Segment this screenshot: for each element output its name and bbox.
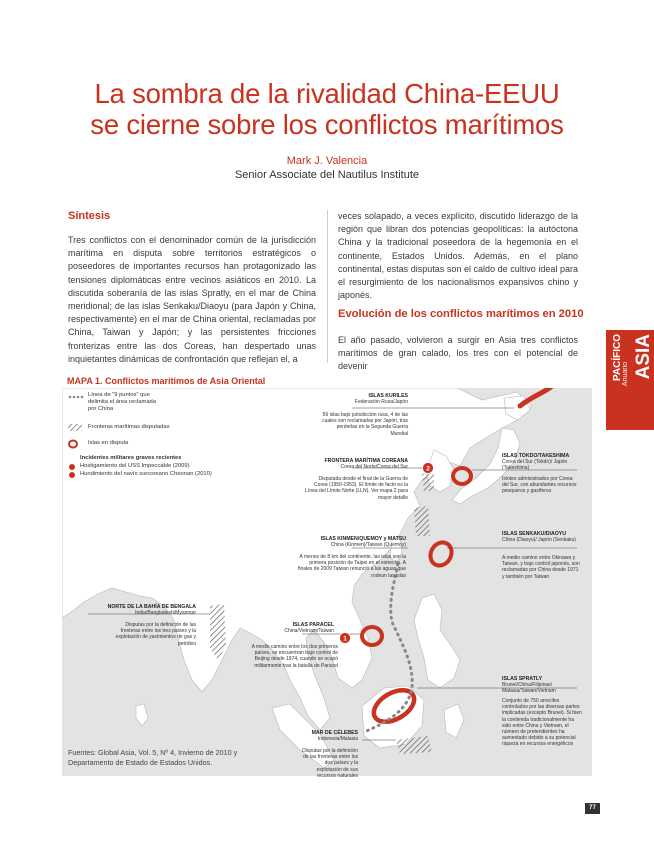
evolution-heading: Evolución de los conflictos marítimos en 2010	[338, 308, 584, 320]
spratly-desc: Conjunto de 750 arrecifes controlados por las diversas partes implicadas (excepto Brunei). Si bien la contienda tradicionalmente ha sido entre China y Vietnam, el número de pretendientes ha aumentado debido a su potencial riqueza en recursos energéticos	[502, 698, 582, 748]
celebes-title: MAR DE CÉLEBES	[311, 730, 358, 736]
tokdo-desc: Islotes administrados por Corea del Sur, con abundantes recursos pesqueros y gasíferos	[502, 476, 577, 495]
tokdo-title: ISLAS TOKDO/TAKESHIMA	[502, 453, 570, 459]
incident-marker-1-number: 1	[343, 635, 347, 643]
kuriles-desc: 56 islas bajo jurisdicción rusa, 4 de las cuales son reclamadas por Japón, tras perderlas en la Segunda Guerra Mundial	[322, 412, 408, 437]
synthesis-paragraph: Tres conflictos con el denominador común de la jurisdicción marítima en disputa sobre territorios estratégicos o poseedores de importantes recursos han protagonizado las tensiones diplomáticas entre vecinos asiáticos en 2010. La discutida soberanía de las islas Spratly, en el mar de China meridional; de las islas Senkaku/Diaoyu (para Japón y China, respectivamente) en el mar de China oriental, reclamadas por China, Taiwan y Japón; y las persistentes fricciones fronterizas entre las dos Coreas, han despertado unas inquietantes dinámicas de confrontación que reflejan el, a	[68, 235, 316, 364]
label-kuriles	[300, 393, 408, 405]
korea-sub: Corea del Norte/Corea del Sur	[340, 464, 408, 471]
hatch-korea	[422, 472, 434, 492]
bengala-desc: Disputas por la definición de las fronteras entre los tres países y la explotación de yacimientos de gas y petróleo	[115, 622, 196, 647]
celebes-sub: Indonesia/Malasia	[317, 736, 358, 743]
title-line-2: se cierne sobre los conflictos marítimos	[90, 109, 564, 140]
bengala-title: NORTE DE LA BAHÍA DE BENGALA	[107, 604, 196, 610]
side-tab-anuario: Anuario	[622, 362, 629, 387]
paracel-sub: China/Vietnam/Taiwan	[284, 628, 334, 635]
page-title	[0, 78, 654, 140]
hatch-east-china-sea	[414, 506, 430, 536]
kinmen-title: ISLAS KINMEN/QUEMOY y MATSU	[320, 536, 406, 542]
kuriles-sub: Federación Rusa/Japón	[354, 399, 408, 406]
spratly-title: ISLAS SPRATLY	[502, 676, 543, 682]
map-container	[62, 388, 592, 779]
legend-incidents-title: Incidentes militares graves recientes	[80, 455, 182, 461]
label-bengala	[72, 604, 196, 616]
kinmen-sub: China (Kinmen)/Taiwan (Quemoy)	[330, 542, 406, 549]
page-number: 77	[585, 803, 600, 814]
legend-islands: Islas en disputa	[88, 440, 129, 446]
senkaku-desc: A medio camino entre Okinawa y Taiwan, y bajo control japonés, son reclamadas por China desde 1971 y también por Taiwan	[502, 555, 580, 580]
source-line-2: Departamento de Estado de Estados Unidos.	[68, 758, 213, 767]
map-title: MAPA 1. Conflictos marítimos de Asia Oriental	[67, 376, 266, 386]
legend-frontiers: Fronteras marítimas disputadas	[88, 424, 170, 430]
side-tab-asia: ASIA	[633, 334, 654, 380]
label-celebes	[284, 730, 358, 742]
source-line-1: Fuentes: Global Asia, Vol. 5, Nº 4, Invierno de 2010 y	[68, 748, 238, 757]
kinmen-desc: A menos de 8 km del continente, las islas son la primera posición de Taipei en el estrecho. A finales de 2009 Taiwan renunció a las aguas que rodean las islas	[297, 554, 406, 579]
label-kinmen	[288, 536, 406, 548]
evolution-paragraph: El año pasado, volvieron a surgir en Asia tres conflictos marítimos de gran calado, los tres con el potencial de devenir	[338, 335, 578, 372]
tokdo-sub: Corea del Sur (Tokdo)/ Japón (Takeshima)	[502, 459, 568, 472]
legend-incident-1: Hostigamiento del USS Impeccable (2009)	[80, 463, 190, 469]
column-divider	[327, 210, 328, 363]
label-paracel	[254, 622, 334, 634]
side-tab-pacifico: PACÍFICO	[612, 334, 623, 382]
author: Mark J. Valencia	[286, 155, 368, 167]
side-tab	[606, 330, 654, 430]
synthesis-heading: Síntesis	[68, 210, 111, 222]
paracel-desc: A medio camino entre los dos primeros países, se encuentran bajo control de Beijing desde 1974, cuando se ocupó militarmente tras la batalla de Paracel	[251, 644, 338, 669]
senkaku-sub: China (Diaoyu)/ Japón (Senkaku)	[502, 537, 576, 544]
bengala-sub: India/Bangladesh/Myanmar	[135, 610, 196, 617]
incident-marker-2-number: 2	[426, 465, 430, 473]
korea-title: FRONTERA MARÍTIMA COREANA	[324, 458, 408, 464]
title-line-1: La sombra de la rivalidad China-EEUU	[94, 78, 560, 109]
label-spratly	[502, 676, 588, 695]
spratly-sub: Brunei/China/Filipinas/ Malasia/Taiwan/Vietnam	[502, 682, 556, 695]
label-korea	[300, 458, 408, 470]
map-source	[68, 748, 237, 768]
celebes-desc: Disputas por la definición de las fronteras entre los dos países y la explotación de sus recursos naturales	[302, 748, 358, 779]
affiliation: Senior Associate del Nautilus Institute	[234, 169, 420, 181]
legend-nine-dash: Línea de "9 puntos" que delimita el área reclamada por China	[88, 392, 156, 412]
kuriles-title: ISLAS KURILES	[368, 393, 408, 399]
label-senkaku	[502, 531, 588, 543]
right-column-paragraph: veces solapado, a veces explícito, discutido liderazgo de la región que libran dos potencias geopolíticas: la autóctona China y la tradicional poseedora de la hegemonía en el continente, Estados Unidos. Además, en el plano continental, estas disputas son el caldo de cultivo ideal para el resurgimiento de los nacionalismos expansivos chino y japonés.	[338, 211, 578, 301]
label-tokdo	[502, 453, 587, 472]
legend-incident-2: Hundimiento del navío surcoreano Cheonan (2010)	[80, 471, 212, 477]
senkaku-title: ISLAS SENKAKU/DIAOYU	[502, 531, 566, 537]
paracel-title: ISLAS PARACEL	[292, 622, 334, 628]
korea-desc: Disputada desde el final de la Guerra de Corea (1950-1953). El límite de facto es la Línea del Límite Norte (LLN). Ver mapa 2 para mayor detalle	[305, 476, 408, 501]
